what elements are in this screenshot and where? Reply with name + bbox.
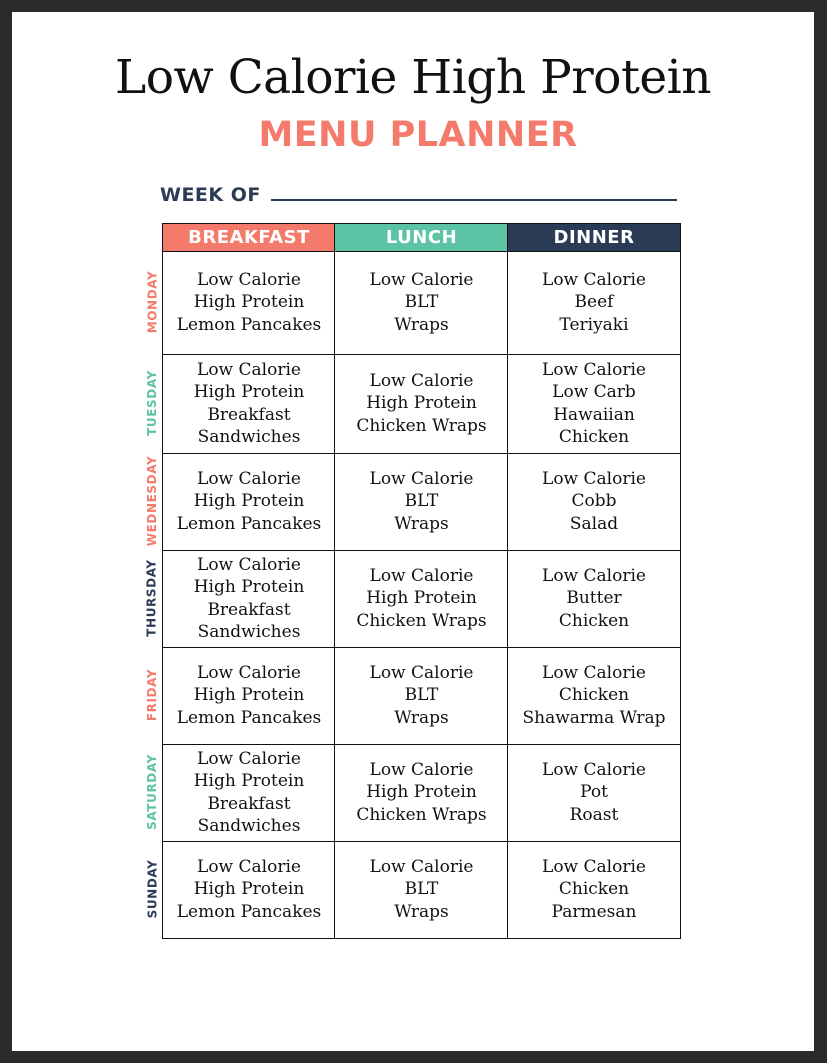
- meal-cell-saturday-breakfast[interactable]: Low Calorie High Protein Breakfast Sandwiches: [193, 748, 305, 836]
- column-header-breakfast: BREAKFAST: [163, 224, 335, 251]
- meal-cell-wednesday-dinner[interactable]: Low Calorie Cobb Salad: [542, 468, 646, 534]
- column-header-lunch: LUNCH: [335, 224, 508, 251]
- meal-cell-sunday-dinner[interactable]: Low Calorie Chicken Parmesan: [542, 856, 646, 922]
- day-label-friday: [134, 646, 170, 743]
- meal-cell-sunday-lunch[interactable]: Low Calorie BLT Wraps: [369, 856, 474, 922]
- page-subtitle: MENU PLANNER: [258, 115, 578, 155]
- day-label-text: MONDAY: [145, 270, 160, 333]
- page-title: Low Calorie High Protein: [115, 50, 711, 105]
- meal-cell-monday-breakfast[interactable]: Low Calorie High Protein Lemon Pancakes: [176, 269, 322, 335]
- meal-cell-wednesday-lunch[interactable]: Low Calorie BLT Wraps: [369, 468, 474, 534]
- meal-cell-tuesday-lunch[interactable]: Low Calorie High Protein Chicken Wraps: [356, 370, 487, 436]
- day-label-text: SATURDAY: [145, 753, 160, 830]
- day-label-saturday: [134, 743, 170, 840]
- meal-cell-thursday-breakfast[interactable]: Low Calorie High Protein Breakfast Sandwiches: [193, 554, 305, 642]
- meal-cell-friday-breakfast[interactable]: Low Calorie High Protein Lemon Pancakes: [176, 662, 322, 728]
- meal-cell-friday-dinner[interactable]: Low Calorie Chicken Shawarma Wrap: [522, 662, 666, 728]
- day-label-text: THURSDAY: [145, 558, 160, 637]
- day-label-wednesday: [134, 452, 170, 549]
- meal-cell-thursday-lunch[interactable]: Low Calorie High Protein Chicken Wraps: [356, 565, 487, 631]
- day-label-sunday: [134, 840, 170, 937]
- column-header-dinner: DINNER: [508, 224, 680, 251]
- day-label-tuesday: [134, 353, 170, 452]
- meal-cell-saturday-lunch[interactable]: Low Calorie High Protein Chicken Wraps: [356, 759, 487, 825]
- day-label-text: WEDNESDAY: [145, 455, 159, 546]
- meal-cell-monday-dinner[interactable]: Low Calorie Beef Teriyaki: [542, 269, 646, 335]
- meal-cell-tuesday-breakfast[interactable]: Low Calorie High Protein Breakfast Sandwiches: [193, 359, 305, 447]
- day-label-monday: [134, 250, 170, 353]
- meal-cell-thursday-dinner[interactable]: Low Calorie Butter Chicken: [542, 565, 646, 631]
- day-label-thursday: [134, 549, 170, 646]
- meal-cell-monday-lunch[interactable]: Low Calorie BLT Wraps: [369, 269, 474, 335]
- planner-page: [12, 12, 814, 1051]
- menu-grid: [162, 223, 681, 939]
- meal-cell-saturday-dinner[interactable]: Low Calorie Pot Roast: [542, 759, 646, 825]
- meal-cell-friday-lunch[interactable]: Low Calorie BLT Wraps: [369, 662, 474, 728]
- week-of-field[interactable]: [271, 199, 677, 201]
- meal-cell-wednesday-breakfast[interactable]: Low Calorie High Protein Lemon Pancakes: [176, 468, 322, 534]
- day-label-text: FRIDAY: [145, 668, 160, 721]
- week-of-label: WEEK OF: [160, 184, 261, 206]
- meal-cell-sunday-breakfast[interactable]: Low Calorie High Protein Lemon Pancakes: [176, 856, 322, 922]
- day-label-text: SUNDAY: [145, 859, 160, 918]
- day-label-text: TUESDAY: [145, 369, 160, 436]
- meal-cell-tuesday-dinner[interactable]: Low Calorie Low Carb Hawaiian Chicken: [542, 359, 646, 447]
